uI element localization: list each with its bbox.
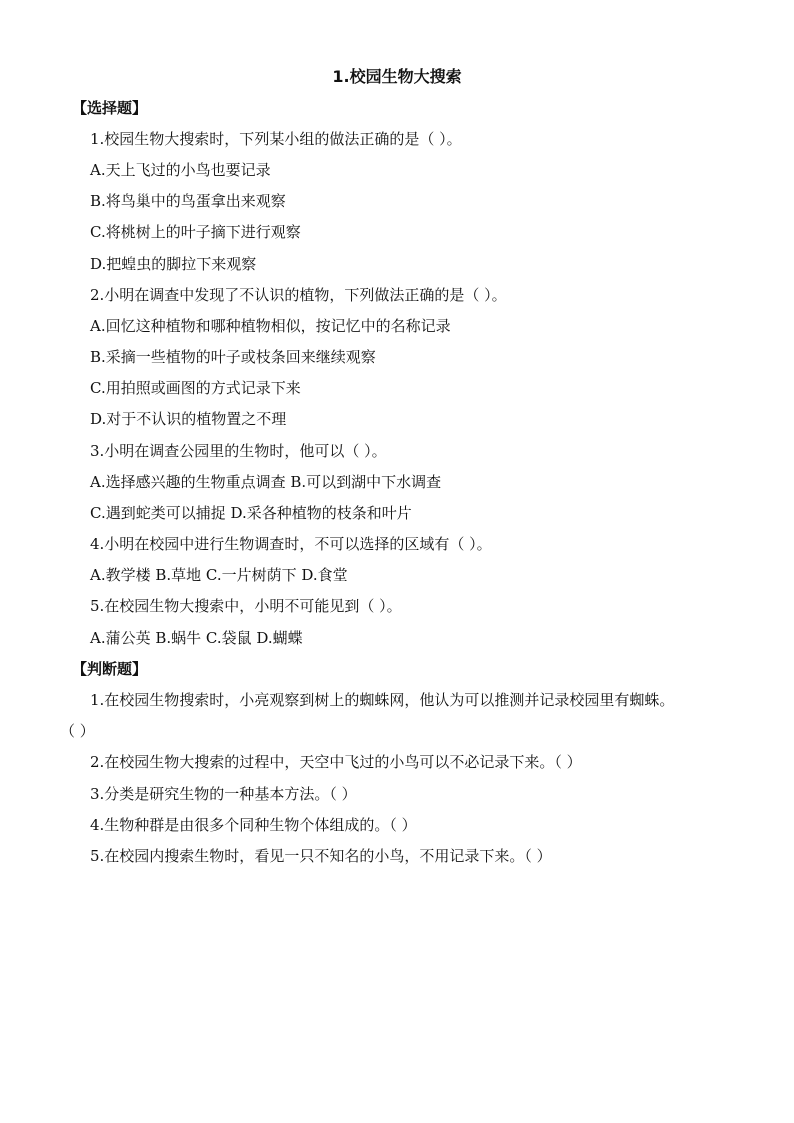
- question-2-option-b: B.采摘一些植物的叶子或枝条回来继续观察: [90, 348, 376, 366]
- question-1-option-c: C.将桃树上的叶子摘下进行观察: [90, 223, 301, 241]
- question-4-options: A.教学楼 B.草地 C.一片树荫下 D.食堂: [90, 566, 348, 584]
- question-2: 2.小明在调查中发现了不认识的植物，下列做法正确的是（ ）。: [90, 286, 507, 304]
- question-5: 5.在校园生物大搜索中，小明不可能见到（ ）。: [90, 597, 402, 615]
- question-2-option-a: A.回忆这种植物和哪种植物相似，按记忆中的名称记录: [90, 317, 451, 335]
- question-3: 3.小明在调查公园里的生物时，他可以（ ）。: [90, 442, 387, 460]
- question-3-options-ab: A.选择感兴趣的生物重点调查 B.可以到湖中下水调查: [90, 473, 442, 491]
- question-1-option-b: B.将鸟巢中的鸟蛋拿出来观察: [90, 192, 286, 210]
- question-3-options-cd: C.遇到蛇类可以捕捉 D.采各种植物的枝条和叶片: [90, 504, 412, 522]
- question-1-option-a: A.天上飞过的小鸟也要记录: [90, 161, 271, 179]
- judge-item-1-answer-paren: （ ）: [60, 722, 95, 740]
- page-title: 1.校园生物大搜索: [332, 67, 462, 86]
- judge-item-5: 5.在校园内搜索生物时，看见一只不知名的小鸟，不用记录下来。（ ）: [90, 847, 552, 865]
- section-heading-judge: 【判断题】: [72, 660, 148, 678]
- question-1: 1.校园生物大搜索时，下列某小组的做法正确的是（ ）。: [90, 130, 462, 148]
- judge-item-3: 3.分类是研究生物的一种基本方法。（ ）: [90, 785, 357, 803]
- judge-item-2: 2.在校园生物大搜索的过程中，天空中飞过的小鸟可以不必记录下来。（ ）: [90, 753, 582, 771]
- question-1-option-d: D.把蝗虫的脚拉下来观察: [90, 255, 257, 273]
- question-4: 4.小明在校园中进行生物调查时，不可以选择的区域有（ ）。: [90, 535, 492, 553]
- section-heading-choice: 【选择题】: [72, 99, 148, 117]
- judge-item-1: 1.在校园生物搜索时，小亮观察到树上的蜘蛛网，他认为可以推测并记录校园里有蜘蛛。: [90, 691, 675, 709]
- question-2-option-c: C.用拍照或画图的方式记录下来: [90, 379, 301, 397]
- question-5-options: A.蒲公英 B.蜗牛 C.袋鼠 D.蝴蝶: [90, 629, 303, 647]
- judge-item-4: 4.生物种群是由很多个同种生物个体组成的。（ ）: [90, 816, 417, 834]
- question-2-option-d: D.对于不认识的植物置之不理: [90, 410, 287, 428]
